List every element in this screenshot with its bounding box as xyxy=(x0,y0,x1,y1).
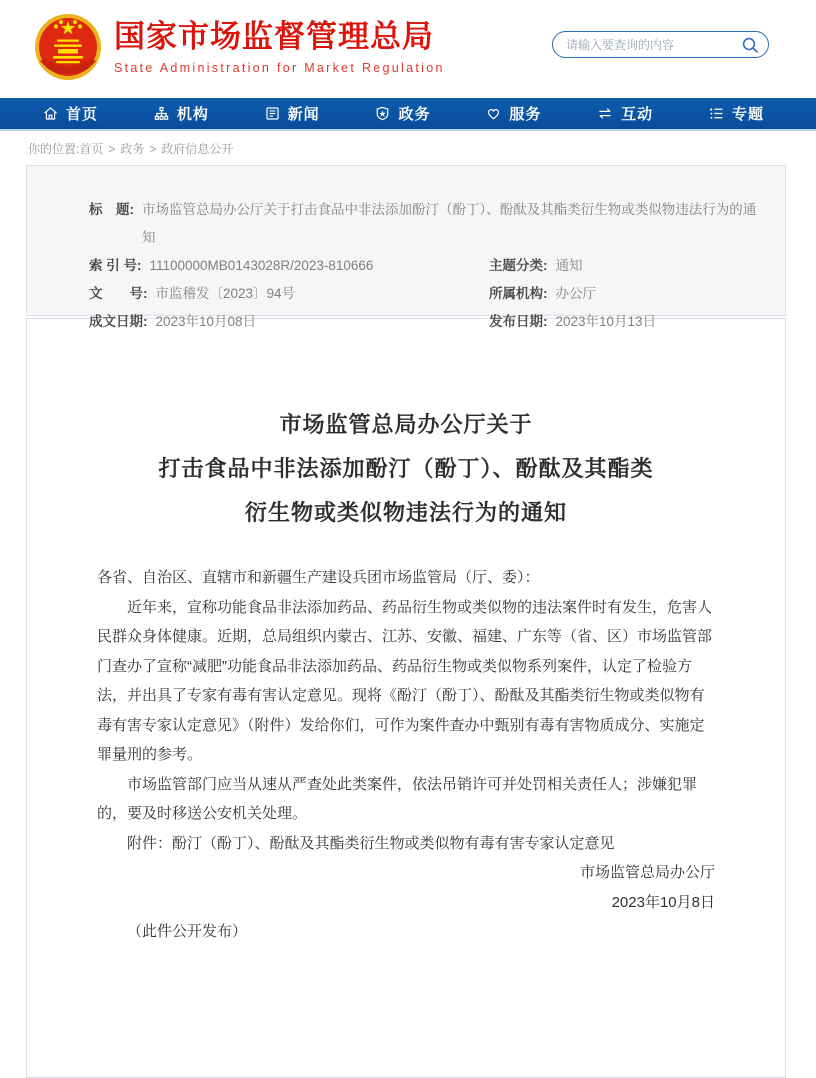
nav-label: 机构 xyxy=(176,106,209,123)
nav-label: 服务 xyxy=(509,106,542,123)
breadcrumb xyxy=(0,131,816,165)
nav-item-org[interactable] xyxy=(153,103,209,124)
meta-agency-value: 办公厅 xyxy=(555,286,596,301)
meta-agency-label: 所属机构: xyxy=(489,286,548,301)
document-panel xyxy=(26,318,786,1078)
meta-docno-label: 文 号: xyxy=(89,286,148,301)
public-release-note: （此件公开发布） xyxy=(127,923,248,940)
search-icon xyxy=(740,35,760,55)
meta-title-label: 标 题: xyxy=(89,202,134,217)
breadcrumb-link-home[interactable]: 首页 xyxy=(79,142,104,156)
document-title-line: 打击食品中非法添加酚汀（酚丁）、酚酞及其酯类 xyxy=(158,456,654,481)
body-paragraph: 近年来，宣称功能食品非法添加药品、药品衍生物或类似物的违法案件时有发生，危害人民群众身体健康。近期，总局组织内蒙古、江苏、安徽、福建、广东等（省、区）市场监管部门查办了宣称“减肥”功能食品非法添加药品、药品衍生物或类似物系列案件，认定了检验方法，并出具了专家有毒有害认定意见。现将《酚汀（酚丁）、酚酞及其酯类衍生物或类似物有毒有害专家认定意见》（附件）发给你们，可作为案件查办中甄别有毒有害物质成分、实施定罪量刑的参考。 xyxy=(97,598,713,763)
site-header xyxy=(0,0,816,98)
org-chart-icon xyxy=(153,105,170,122)
document-title-line: 衍生物或类似物违法行为的通知 xyxy=(244,500,567,525)
nav-item-topics[interactable] xyxy=(708,103,764,124)
nav-label: 首页 xyxy=(66,106,99,123)
news-icon xyxy=(264,105,281,122)
meta-row-docno xyxy=(89,280,765,308)
main-nav xyxy=(0,98,816,131)
topics-list-icon xyxy=(708,105,725,122)
nav-item-service[interactable] xyxy=(485,103,541,124)
meta-topic-label: 主题分类: xyxy=(489,258,548,273)
meta-title-value: 市场监管总局办公厅关于打击食品中非法添加酚汀（酚丁）、酚酞及其酯类衍生物或类似物违法行为的通知 xyxy=(142,202,757,245)
meta-index-label: 索 引 号: xyxy=(89,258,142,273)
exchange-arrows-icon xyxy=(596,105,614,122)
nav-item-interact[interactable] xyxy=(596,103,653,124)
nav-label: 政务 xyxy=(398,106,431,123)
doc-meta-panel xyxy=(26,165,786,329)
meta-index-value: 11100000MB0143028R/2023-810666 xyxy=(149,258,374,273)
breadcrumb-separator: > xyxy=(149,142,157,156)
search-button[interactable] xyxy=(740,35,760,55)
document-body xyxy=(97,563,715,947)
site-search xyxy=(552,31,769,58)
org-names xyxy=(114,19,445,75)
nav-label: 专题 xyxy=(731,106,764,123)
meta-publish-value: 2023年10月13日 xyxy=(555,314,657,329)
meta-written-label: 成文日期: xyxy=(89,314,148,329)
nav-label: 互动 xyxy=(621,106,654,123)
attachment-line: 附件：酚汀（酚丁）、酚酞及其酯类衍生物或类似物有毒有害专家认定意见 xyxy=(127,834,615,852)
document-title xyxy=(97,403,715,535)
meta-written-value: 2023年10月08日 xyxy=(155,314,257,329)
org-title-cn: 国家市场监督管理总局 xyxy=(114,19,434,54)
salutation: 各省、自治区、直辖市和新疆生产建设兵团市场监管局（厅、委）： xyxy=(97,569,540,586)
org-title-en: State Administration for Market Regulation xyxy=(114,61,445,75)
nav-item-news[interactable] xyxy=(264,103,320,124)
heart-icon xyxy=(485,105,502,122)
signature-date: 2023年10月8日 xyxy=(611,893,715,911)
breadcrumb-link-gov[interactable]: 政务 xyxy=(120,142,145,156)
home-icon xyxy=(42,105,59,122)
body-paragraph: 市场监管部门应当从速从严查处此类案件，依法吊销许可并处罚相关责任人；涉嫌犯罪的，要及时移送公安机关处理。 xyxy=(97,775,698,822)
nav-item-gov[interactable] xyxy=(374,103,430,124)
breadcrumb-separator: > xyxy=(108,142,116,156)
meta-row-dates xyxy=(89,308,765,336)
meta-row-index xyxy=(89,252,765,280)
nav-item-home[interactable] xyxy=(42,103,98,124)
meta-publish-label: 发布日期: xyxy=(489,314,548,329)
breadcrumb-link-info-disclosure[interactable]: 政府信息公开 xyxy=(161,142,234,156)
signature: 市场监管总局办公厅 xyxy=(579,864,715,881)
gov-badge-icon xyxy=(374,105,391,122)
national-emblem-logo xyxy=(30,11,106,87)
nav-label: 新闻 xyxy=(287,106,320,123)
search-input[interactable] xyxy=(566,38,740,52)
meta-docno-value: 市监稽发〔2023〕94号 xyxy=(155,286,296,301)
meta-topic-value: 通知 xyxy=(555,258,583,273)
breadcrumb-prefix: 你的位置: xyxy=(28,142,80,156)
meta-row-title xyxy=(89,196,765,252)
document-title-line: 市场监管总局办公厅关于 xyxy=(279,412,533,437)
